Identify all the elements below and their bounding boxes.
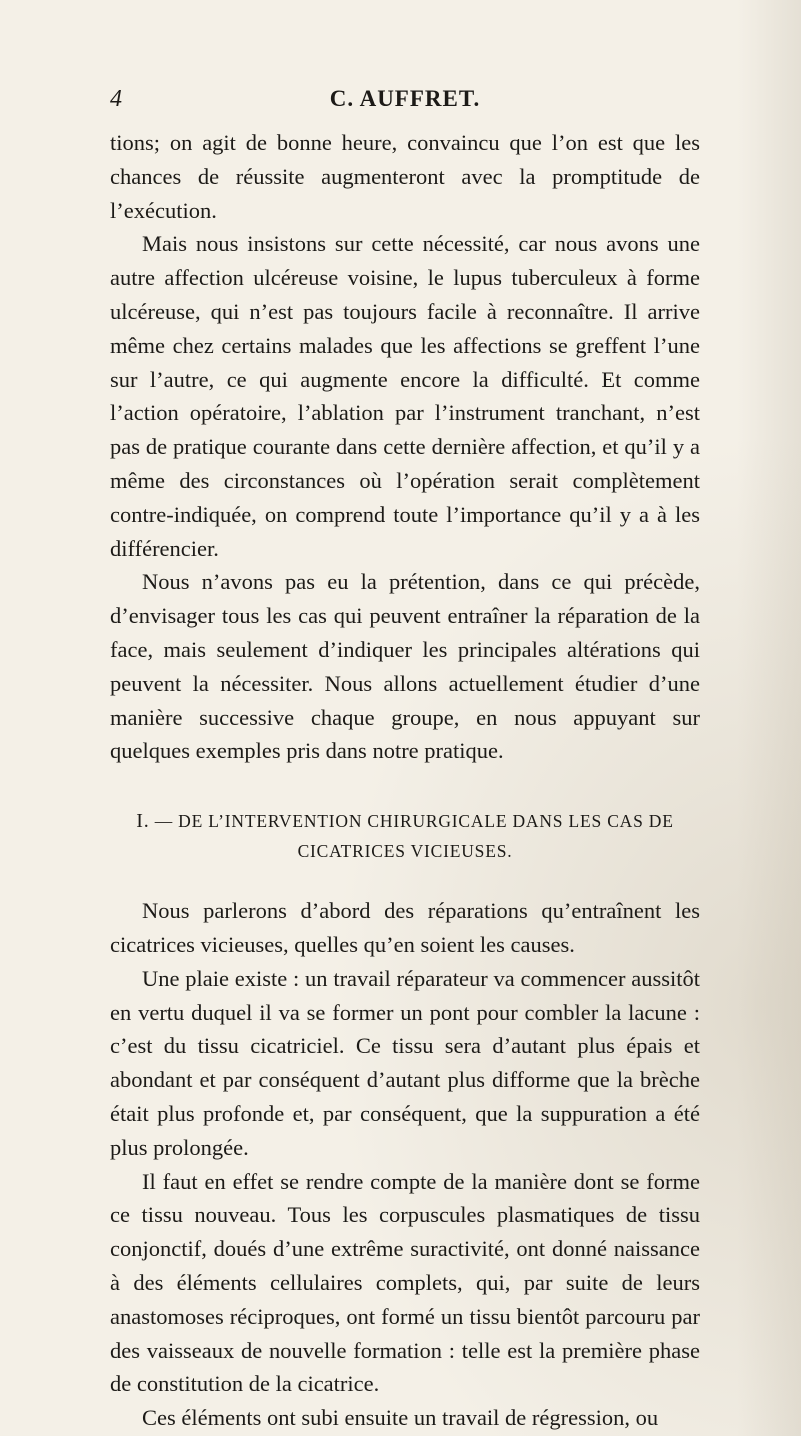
paragraph: Nous n’avons pas eu la prétention, dans ce qui précède, d’envisager tous les cas qui peuvent entraîner la réparation de la face, mais seulement d’indiquer les principales altérations qui peuvent la nécessiter. Nous allons actuellement étudier d’une manière successive chaque groupe, en nous appuyant sur quelques exemples pris dans notre pratique. xyxy=(110,569,700,764)
section-heading-line-1 xyxy=(110,806,700,836)
section-heading-line-2: CICATRICES VICIEUSES. xyxy=(297,841,513,862)
section-body xyxy=(110,894,700,1435)
section-heading-text: — DE L’INTERVENTION CHIRURGICALE DANS LES CAS DE xyxy=(149,811,674,832)
running-head-author: C. AUFFRET. xyxy=(329,86,481,111)
paragraph: Une plaie existe : un travail réparateur va commencer aussitôt en vertu duquel il va se former un pont pour combler la lacune : c’est du tissu cicatriciel. Ce tissu sera d’autant plus épais et abondant et par conséquent d’autant plus difforme que la brèche était plus profonde et, par conséquent, que la suppuration a été plus prolongée. xyxy=(110,965,700,1160)
paragraph: Mais nous insistons sur cette nécessité, car nous avons une autre affection ulcéreuse voisine, le lupus tuberculeux à forme ulcéreuse, qui n’est pas toujours facile à reconnaître. Il arrive même chez certains malades que les affections se greffent l’une sur l’autre, ce qui augmente encore la difficulté. Et comme l’action opératoire, l’ablation par l’instrument tranchant, n’est pas de pratique courante dans cette dernière affection, et qu’il y a même des circonstances où l’opération serait complètement contre-indiquée, on comprend toute l’importance qu’il y a à les différencier. xyxy=(110,231,700,561)
paragraph: Ces éléments ont subi ensuite un travail de régression, ou xyxy=(142,1405,659,1431)
paragraph: Il faut en effet se rendre compte de la manière dont se forme ce tissu nouveau. Tous les corpuscules plasmatiques de tissu conjonctif, doués d’une extrême suractivité, ont donné naissance à des éléments cellulaires complets, qui, par suite de leurs anastomoses réciproques, ont formé un tissu bientôt parcouru par des vaisseaux de nouvelle formation : telle est la première phase de constitution de la cicatrice. xyxy=(110,1168,700,1397)
running-head xyxy=(110,86,700,116)
paragraph: tions; on agit de bonne heure, convaincu que l’on est que les chances de réussite augmenteront avec la promptitude de l’exécution. xyxy=(110,130,700,223)
paragraph: Nous parlerons d’abord des réparations qu’entraînent les cicatrices vicieuses, quelles qu’en soient les causes. xyxy=(110,898,700,957)
section-numeral: I. xyxy=(136,810,150,833)
page-number: 4 xyxy=(110,86,122,112)
body-text xyxy=(110,126,700,1435)
section-heading xyxy=(110,806,700,866)
